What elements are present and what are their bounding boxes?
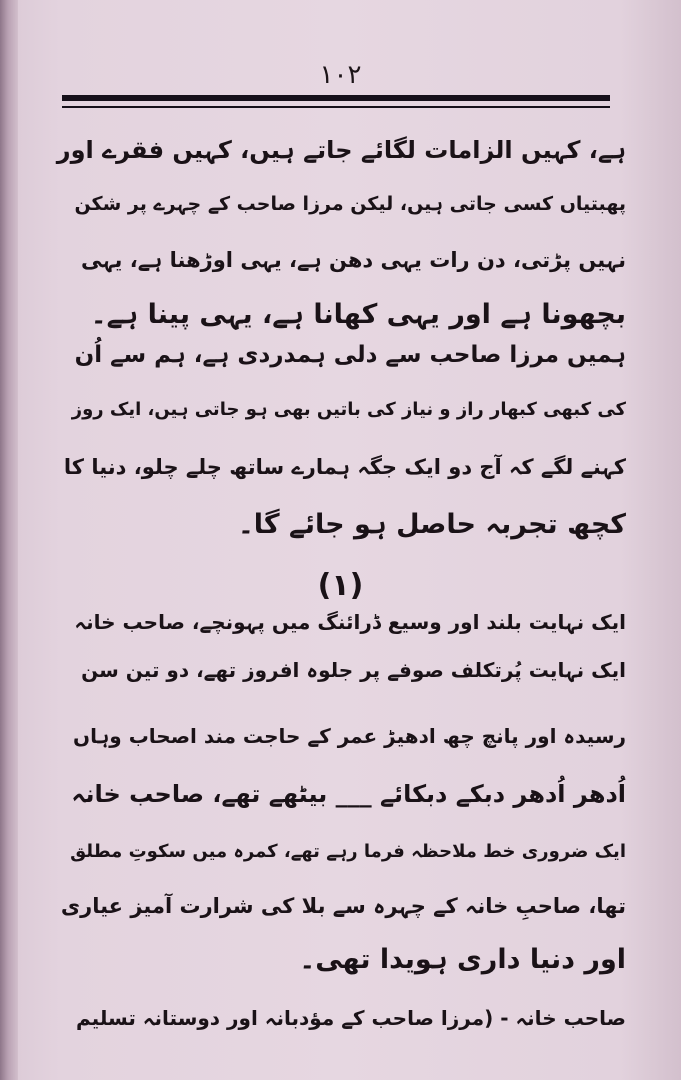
header-rule-thin bbox=[62, 106, 610, 108]
paragraph-3 bbox=[56, 602, 626, 1030]
page-number: ۱۰۲ bbox=[319, 60, 362, 90]
text-line: ہمیں مرزا صاحب سے دلی ہمدردی ہے، ہم سے اُن bbox=[74, 342, 626, 368]
text-line: اور دنیا داری ہویدا تھی۔ bbox=[299, 944, 626, 975]
text-line: تھا، صاحبِ خانہ کے چہرہ سے بلا کی شرارت آمیز عیاری bbox=[60, 894, 626, 918]
text-line: رسیدہ اور پانچ چھ ادھیڑ عمر کے حاجت مند اصحاب وہاں bbox=[73, 724, 626, 748]
text-line: صاحب خانہ - (مرزا صاحب کے مؤدبانہ اور دوستانہ تسلیم bbox=[75, 1006, 626, 1030]
text-line: ایک نہایت پُرتکلف صوفے پر جلوہ افروز تھے، دو تین سن bbox=[81, 658, 626, 682]
section-marker: (۱) bbox=[317, 568, 364, 603]
text-line: پھبتیاں کسی جاتی ہیں، لیکن مرزا صاحب کے چہرے پر شکن bbox=[74, 193, 626, 215]
page-binding-edge bbox=[0, 0, 18, 1080]
text-line: اُدھر اُدھر دبکے دبکائے ___ بیٹھے تھے، صاحب خانہ bbox=[71, 780, 626, 808]
text-line: ایک نہایت بلند اور وسیع ڈرائنگ میں پہونچے، صاحب خانہ bbox=[74, 610, 626, 634]
text-line: کہنے لگے کہ آج دو ایک جگہ ہمارے ساتھ چلے چلو، دنیا کا bbox=[63, 455, 626, 479]
text-line: بچھونا ہے اور یہی کھانا ہے، یہی پینا ہے۔ bbox=[90, 299, 626, 330]
text-line: ایک ضروری خط ملاحظہ فرما رہے تھے، کمرہ میں سکوتِ مطلق bbox=[70, 841, 626, 862]
text-line: نہیں پڑتی، دن رات یہی دھن ہے، یہی اوڑھنا ہے، یہی bbox=[81, 248, 626, 272]
text-line: ہے، کہیں الزامات لگائے جاتے ہیں، کہیں فقرے اور bbox=[56, 136, 626, 164]
text-line: کچھ تجربہ حاصل ہو جائے گا۔ bbox=[237, 509, 626, 540]
text-line: کی کبھی کبھار راز و نیاز کی باتیں بھی ہو جاتی ہیں، ایک روز bbox=[71, 399, 626, 420]
paragraph-2 bbox=[56, 335, 626, 555]
paragraph-1 bbox=[56, 130, 626, 330]
header-rule-thick bbox=[62, 95, 610, 101]
